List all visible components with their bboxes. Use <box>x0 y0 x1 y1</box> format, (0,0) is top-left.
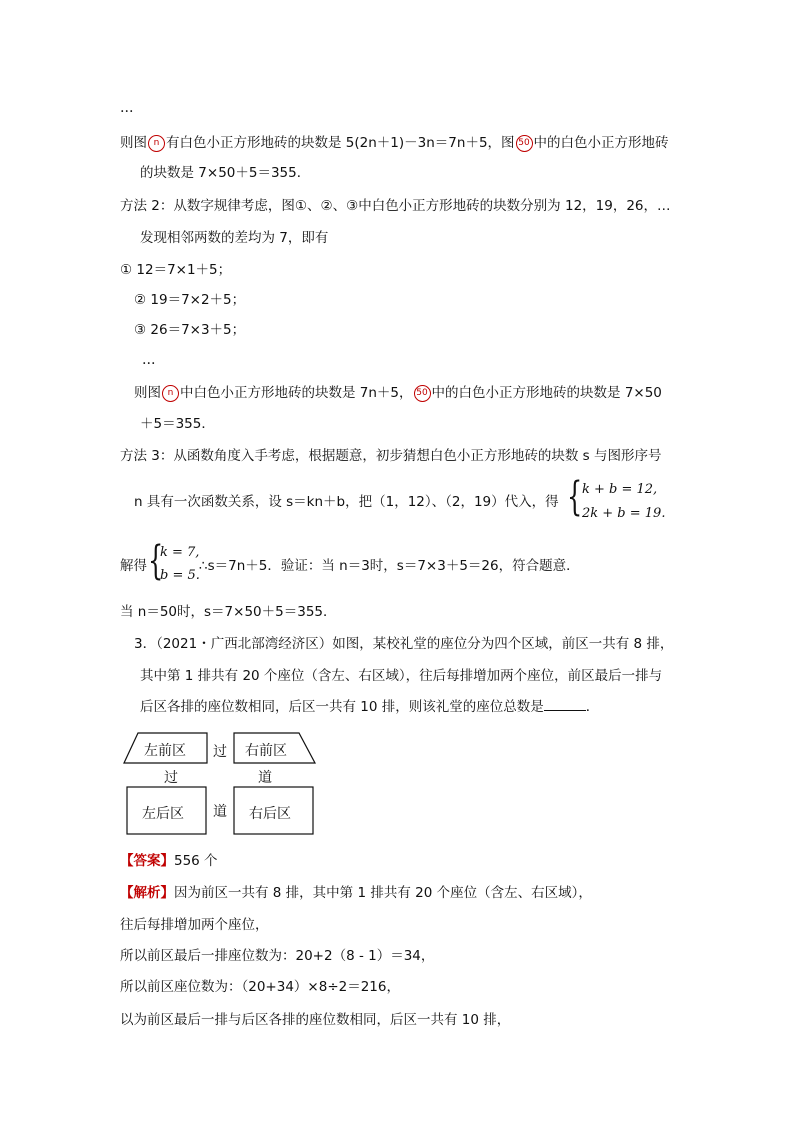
question-3-line-3 <box>140 696 599 717</box>
left-front-label: 左前区 <box>144 743 186 759</box>
equation-1: ① 12＝7×1＋5； <box>120 262 232 278</box>
text-line-13: 当 n＝50时，s＝7×50＋5＝355． <box>120 604 337 620</box>
text-line-11: n 具有一次函数关系，设 s＝kn＋b，把（1，12）、（2，19）代入，得 <box>134 494 559 510</box>
question-3-line-1: 3．（2021・广西北部湾经济区）如图，某校礼堂的座位分为四个区域，前区一共有 8 排， <box>134 636 674 652</box>
question-3-line-2: 其中第 1 排共有 20 个座位（含左、右区域），往后每排增加两个座位，前区最后一排与 <box>140 668 663 684</box>
circled-50-marker: 50 <box>414 385 431 402</box>
aisle-label: 过 <box>164 770 178 786</box>
text-fragment: 中的白色小正方形地砖 <box>533 135 669 151</box>
analysis-text: 因为前区一共有 8 排，其中第 1 排共有 20 个座位（含左、右区域）， <box>174 885 592 901</box>
system-1-eq1: k + b = 12, <box>582 482 658 497</box>
analysis-line-2: 往后每排增加两个座位， <box>120 917 269 933</box>
text-fragment: ． <box>585 699 600 715</box>
equation-2: ② 19＝7×2＋5； <box>134 292 246 308</box>
text-fragment: 则图 <box>134 385 161 401</box>
brace-icon: { <box>148 538 164 584</box>
text-line-1 <box>120 133 669 153</box>
aisle-label: 道 <box>258 770 272 786</box>
solve-label: 解得 <box>120 558 147 574</box>
answer-tag: 【答案】 <box>120 853 174 869</box>
method-2-line: 方法 2：从数字规律考虑，图①、②、③中白色小正方形地砖的块数分别为 12，19，26，… <box>120 198 671 214</box>
text-fragment: 则图 <box>120 135 147 151</box>
analysis-line-5: 以为前区最后一排与后区各排的座位数相同，后区一共有 10 排， <box>120 1012 511 1028</box>
analysis-line-1 <box>120 883 592 903</box>
analysis-tag: 【解析】 <box>120 885 174 901</box>
circled-n-marker: n <box>162 385 179 402</box>
circled-50-marker: 50 <box>516 135 533 152</box>
answer-blank <box>544 696 586 711</box>
left-back-label: 左后区 <box>142 806 184 822</box>
right-back-label: 右后区 <box>249 806 291 822</box>
circled-n-marker: n <box>148 135 165 152</box>
right-front-label: 右前区 <box>245 743 287 759</box>
system-2-eq2: b = 5. <box>160 568 200 583</box>
text-line-2: 的块数是 7×50＋5＝355． <box>140 165 311 181</box>
system-2-eq1: k = 7, <box>160 545 200 560</box>
method-3-line: 方法 3：从函数角度入手考虑，根据题意，初步猜想白色小正方形地砖的块数 s 与图形序号 <box>120 448 662 464</box>
answer-line <box>120 851 218 871</box>
aisle-label: 过 <box>213 744 227 760</box>
text-line-9: ＋5＝355． <box>140 416 215 432</box>
system-1-eq2: 2k + b = 19. <box>582 506 666 521</box>
text-fragment: 有白色小正方形地砖的块数是 5(2n＋1)－3n＝7n＋5，图 <box>166 135 515 151</box>
text-line-8 <box>134 383 662 403</box>
analysis-line-3: 所以前区最后一排座位数为：20+2（8 - 1）＝34， <box>120 948 435 964</box>
text-line-12: ∴s＝7n＋5．验证：当 n＝3时，s＝7×3＋5＝26，符合题意． <box>199 558 580 574</box>
brace-icon: { <box>567 474 583 520</box>
equation-3: ③ 26＝7×3＋5； <box>134 322 246 338</box>
text-fragment: 中白色小正方形地砖的块数是 7n＋5， <box>180 385 413 401</box>
text-fragment: 后区各排的座位数相同，后区一共有 10 排，则该礼堂的座位总数是 <box>140 699 544 715</box>
analysis-line-4: 所以前区座位数为：（20+34）×8÷2＝216， <box>120 979 400 995</box>
text-fragment: 中的白色小正方形地砖的块数是 7×50 <box>431 385 662 401</box>
answer-text: 556 个 <box>174 853 218 869</box>
ellipsis-line: … <box>120 100 134 116</box>
text-line-4: 发现相邻两数的差均为 7，即有 <box>140 230 329 246</box>
aisle-label: 道 <box>213 804 227 820</box>
ellipsis-line: … <box>142 352 156 368</box>
